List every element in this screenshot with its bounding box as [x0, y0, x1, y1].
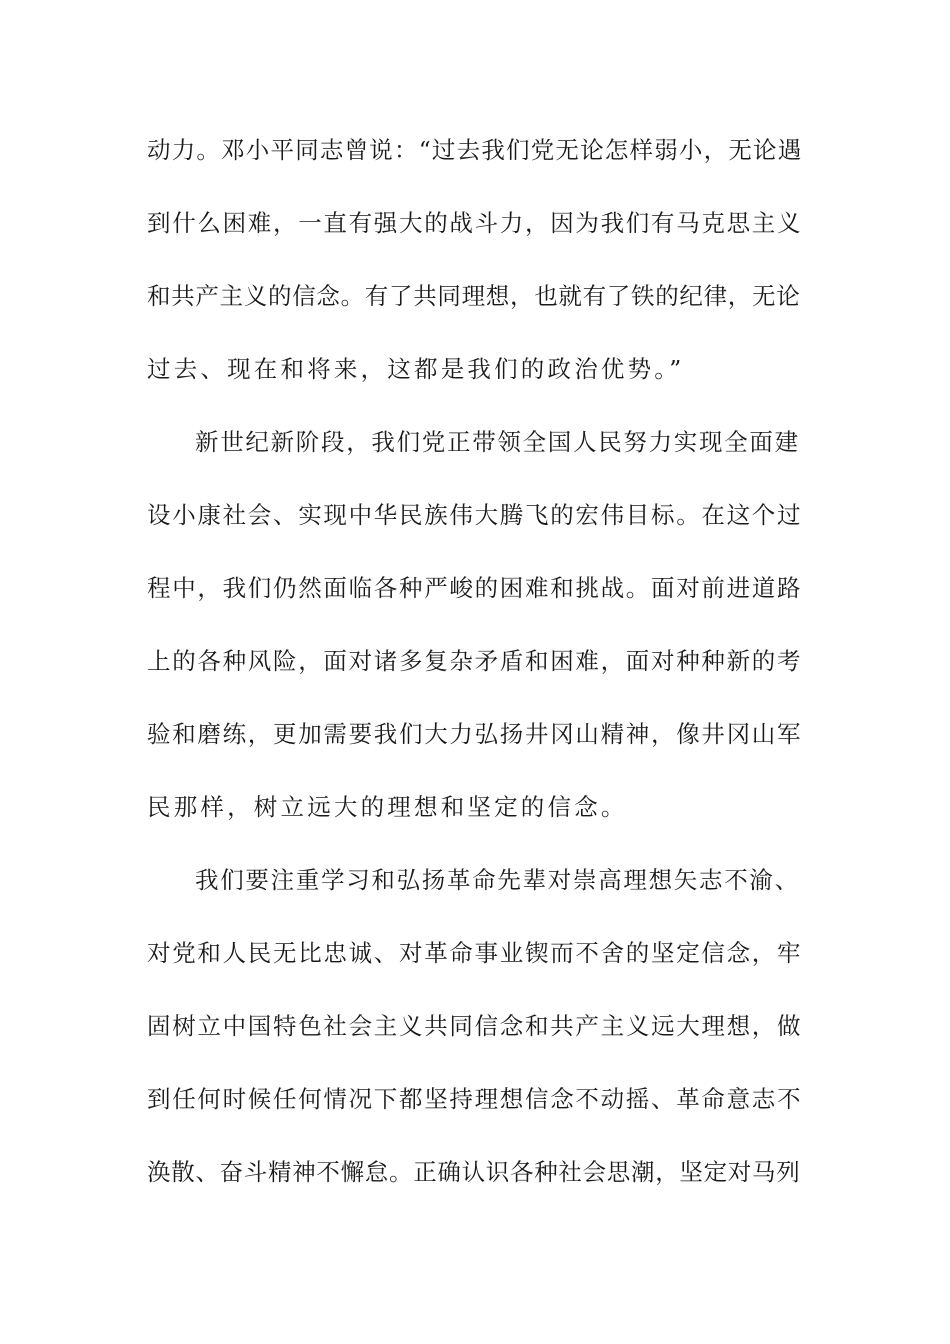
text-line: 验和磨练，更加需要我们大力弘扬井冈山精神，像井冈山军	[147, 720, 803, 748]
paragraph-first-line: 我们要注重学习和弘扬革命先辈对崇高理想矢志不渝、	[195, 866, 800, 894]
paragraph-first-line: 新世纪新阶段，我们党正带领全国人民努力实现全面建	[195, 428, 800, 456]
text-line: 涣散、奋斗精神不懈怠。正确认识各种社会思潮，坚定对马列	[147, 1158, 801, 1186]
text-line: 到任何时候任何情况下都坚持理想信念不动摇、革命意志不	[147, 1085, 803, 1113]
text-line: 到什么困难，一直有强大的战斗力，因为我们有马克思主义	[147, 209, 803, 237]
text-line: 设小康社会、实现中华民族伟大腾飞的宏伟目标。在这个过	[147, 501, 803, 529]
text-line: 民那样，树立远大的理想和坚定的信念。	[147, 793, 628, 821]
text-line: 过去、现在和将来，这都是我们的政治优势。”	[147, 355, 685, 383]
text-line: 动力。邓小平同志曾说：“过去我们党无论怎样弱小，无论遇	[147, 136, 803, 164]
text-line: 对党和人民无比忠诚、对革命事业锲而不舍的坚定信念，牢	[147, 939, 803, 967]
text-line: 上的各种风险，面对诸多复杂矛盾和困难，面对种种新的考	[147, 647, 803, 675]
text-line: 和共产主义的信念。有了共同理想，也就有了铁的纪律，无论	[147, 282, 801, 310]
text-line: 程中，我们仍然面临各种严峻的困难和挑战。面对前进道路	[147, 574, 803, 602]
text-line: 固树立中国特色社会主义共同信念和共产主义远大理想，做	[147, 1012, 803, 1040]
